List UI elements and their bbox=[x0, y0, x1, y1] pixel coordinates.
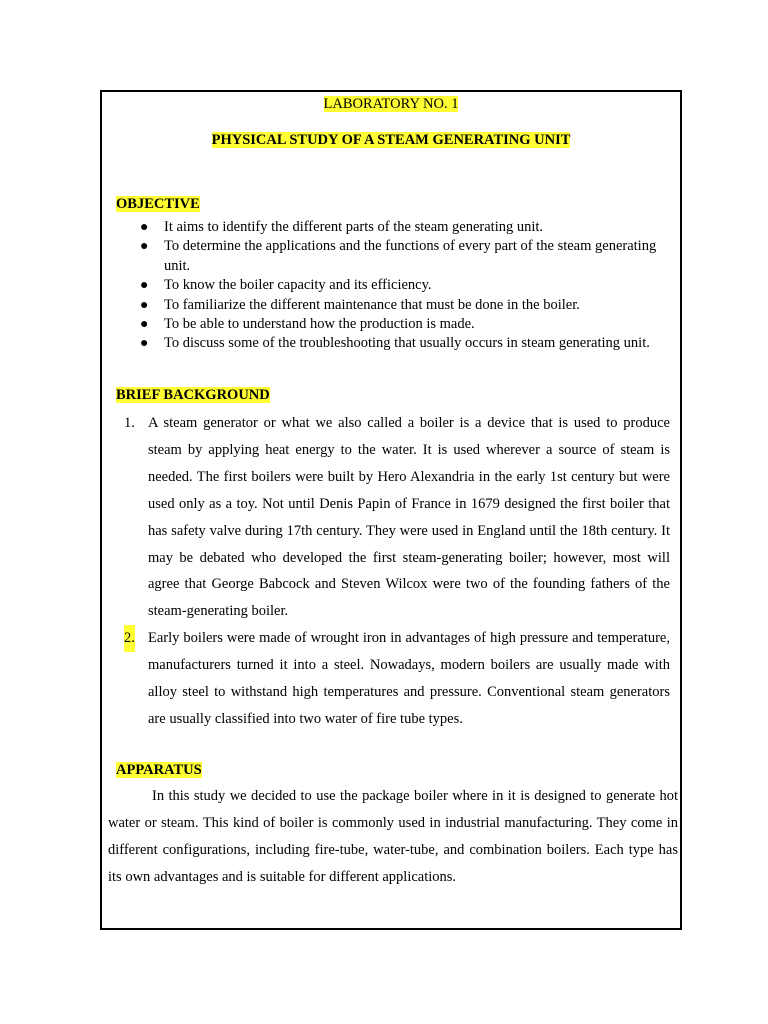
objective-heading-line bbox=[116, 195, 200, 213]
apparatus-heading-line bbox=[116, 761, 202, 779]
objective-heading: OBJECTIVE bbox=[116, 196, 200, 212]
lab-title: LABORATORY NO. 1 bbox=[323, 96, 459, 112]
objective-item-text: To be able to understand how the production is made. bbox=[164, 316, 475, 333]
bullet-icon: ● bbox=[140, 317, 149, 333]
background-item-number: 1. bbox=[124, 415, 135, 431]
subtitle-line bbox=[102, 131, 680, 149]
objective-item-text: It aims to identify the different parts of the steam generating unit. bbox=[164, 219, 544, 235]
background-heading: BRIEF BACKGROUND bbox=[116, 387, 270, 403]
apparatus-heading: APPARATUS bbox=[116, 762, 202, 778]
document-subtitle: PHYSICAL STUDY OF A STEAM GENERATING UNIT bbox=[211, 132, 571, 148]
lab-title-line bbox=[102, 95, 680, 113]
background-list bbox=[116, 410, 670, 733]
objective-item bbox=[116, 315, 678, 334]
background-item-text: A steam generator or what we also called a boiler is a device that is used to produce steam by applying heat energy to the water. It is used wherever a source of steam is needed. The first boilers were built by Hero Alexandria in the early 1st century but were used only as a toy. Not until Denis Papin of France in 1679 designed the first boiler that has safety valve during 17th century. They were used in England until the 18th century. It may be debated who developed the first steam-generating boiler; however, most will agree that George Babcock and Steven Wilcox were two of the founding fathers of the steam-generating boiler. bbox=[148, 415, 670, 620]
background-item-number: 2. bbox=[124, 625, 135, 652]
objective-item-text: To know the boiler capacity and its efficiency. bbox=[164, 277, 432, 294]
objective-item bbox=[116, 237, 678, 276]
background-item bbox=[116, 410, 670, 625]
objective-item-text: To determine the applications and the functions of every part of the steam generating unit. bbox=[164, 238, 657, 274]
objective-item bbox=[116, 276, 678, 295]
bullet-icon: ● bbox=[140, 297, 149, 313]
objective-item-text: To familiarize the different maintenance that must be done in the boiler. bbox=[164, 296, 580, 313]
bullet-icon: ● bbox=[140, 239, 149, 255]
objective-item bbox=[116, 296, 678, 315]
objective-item bbox=[116, 218, 678, 237]
apparatus-paragraph: In this study we decided to use the package boiler where in it is designed to generate hot water or steam. This kind of boiler is commonly used in industrial manufacturing. They come in different configurations, including fire-tube, water-tube, and combination boilers. Each type has its own advantages and is suitable for different applications. bbox=[108, 788, 678, 885]
bullet-icon: ● bbox=[140, 336, 149, 352]
background-heading-line bbox=[116, 386, 270, 404]
document-frame bbox=[100, 90, 682, 930]
objective-item bbox=[116, 334, 678, 353]
bullet-icon: ● bbox=[140, 220, 149, 235]
objective-list bbox=[116, 218, 678, 354]
bullet-icon: ● bbox=[140, 278, 149, 294]
objective-item-text: To discuss some of the troubleshooting that usually occurs in steam generating unit. bbox=[164, 335, 650, 352]
background-item bbox=[116, 625, 670, 733]
background-item-text: Early boilers were made of wrought iron in advantages of high pressure and temperature, manufacturers turned it into a steel. Nowadays, modern boilers are usually made with alloy steel to withstand high temperatures and pressure. Conventional steam generators are usually classified into two water of fire tube types. bbox=[148, 630, 670, 727]
